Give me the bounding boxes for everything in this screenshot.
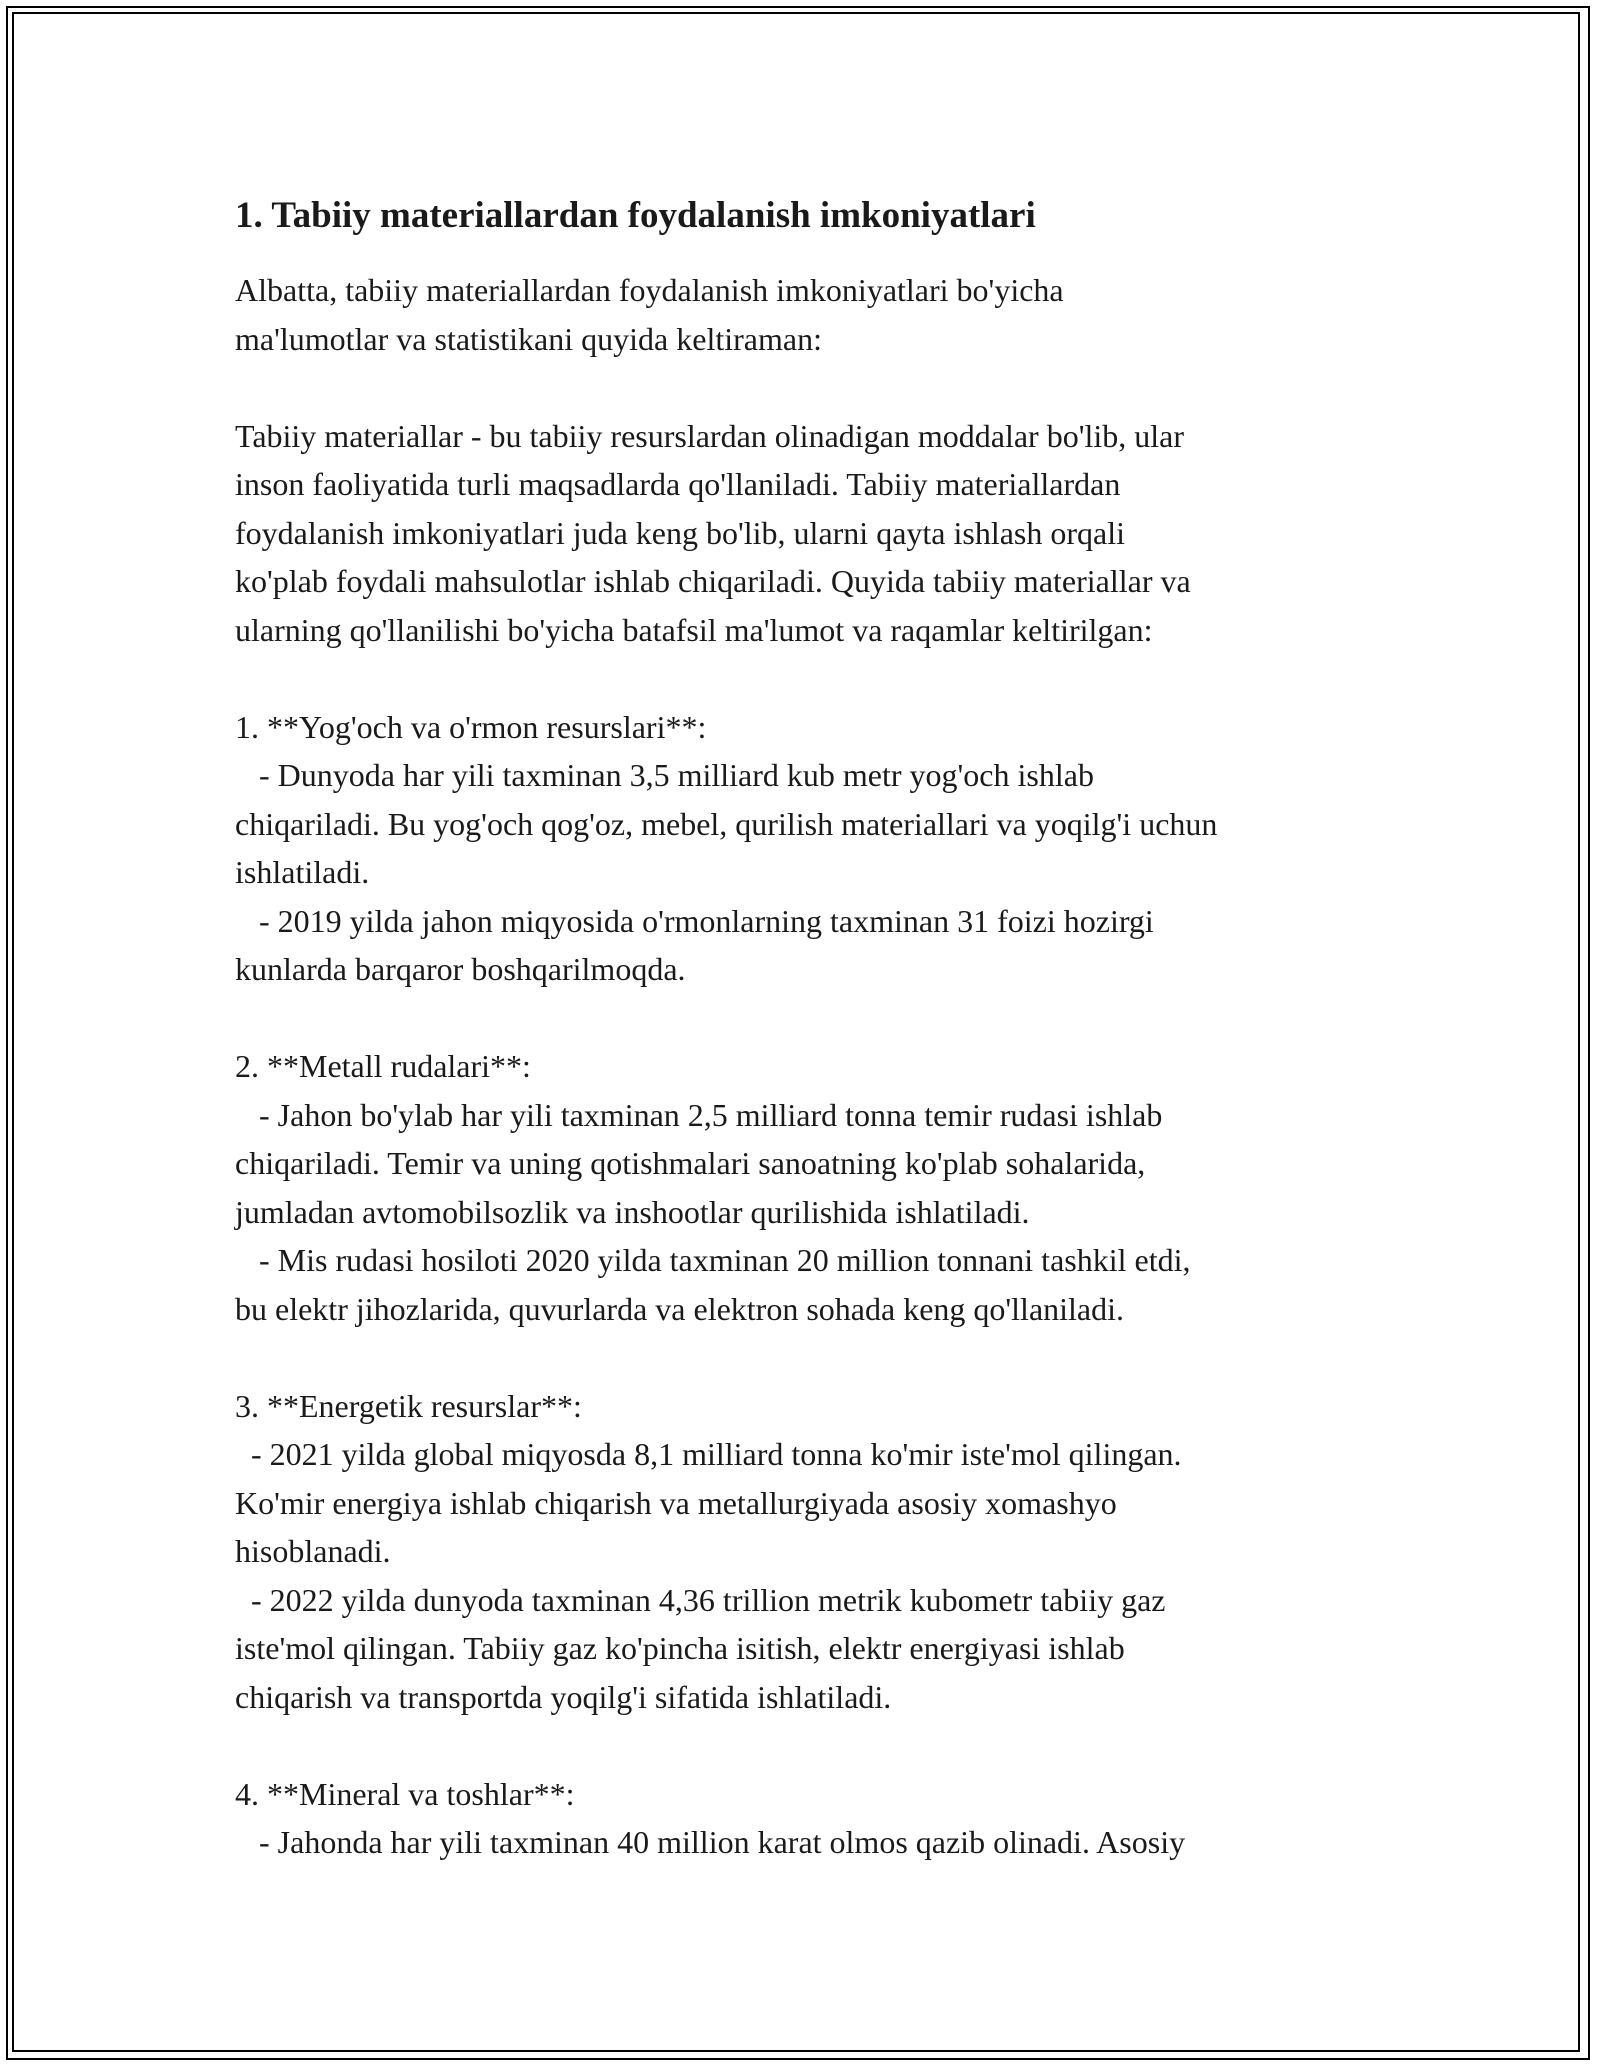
document-title: 1. Tabiiy materiallardan foydalanish imkoniyatlari	[235, 195, 1036, 236]
document-body-text: Albatta, tabiiy materiallardan foydalanish imkoniyatlari bo'yicha ma'lumotlar va statistikani quyida keltiraman: Tabiiy materiallar - bu tabiiy resurslardan olinadigan moddalar bo'lib, ular inson faoliyatida turli maqsadlarda qo'llaniladi. Tabiiy materiallardan foydalanish imkoniyatlari juda keng bo'lib, ularni qayta ishlash orqali ko'plab foydali mahsulotlar ishlab chiqariladi. Quyida tabiiy materiallar va ularning qo'llanilishi bo'yicha batafsil ma'lumot va raqamlar keltirilgan: 1. **Yog'och va o'rmon resurslari**: - Dunyoda har yili taxminan 3,5 milliard kub metr yog'och ishlab chiqariladi. Bu yog'och qog'oz, mebel, qurilish materiallari va yoqilg'i uchun ishlatiladi. - 2019 yilda jahon miqyosida o'rmonlarning taxminan 31 foizi hozirgi kunlarda barqaror boshqarilmoqda. 2. **Metall rudalari**: - Jahon bo'ylab har yili taxminan 2,5 milliard tonna temir rudasi ishlab chiqariladi. Temir va uning qotishmalari sanoatning ko'plab sohalarida, jumladan avtomobilsozlik va inshootlar qurilishida ishlatiladi. - Mis rudasi hosiloti 2020 yilda taxminan 20 million tonnani tashkil etdi, bu elektr jihozlarida, quvurlarda va elektron sohada keng qo'llaniladi. 3. **Energetik resurslar**: - 2021 yilda global miqyosda 8,1 milliard tonna ko'mir iste'mol qilingan. Ko'mir energiya ishlab chiqarish va metallurgiyada asosiy xomashyo hisoblanadi. - 2022 yilda dunyoda taxminan 4,36 trillion metrik kubometr tabiiy gaz iste'mol qilingan. Tabiiy gaz ko'pincha isitish, elektr energiyasi ishlab chiqarish va transportda yoqilg'i sifatida ishlatiladi. 4. **Mineral va toshlar**: - Jahonda har yili taxminan 40 million karat olmos qazib olinadi. Asosiy	[235, 272, 1218, 1860]
document-content	[235, 188, 1385, 1867]
